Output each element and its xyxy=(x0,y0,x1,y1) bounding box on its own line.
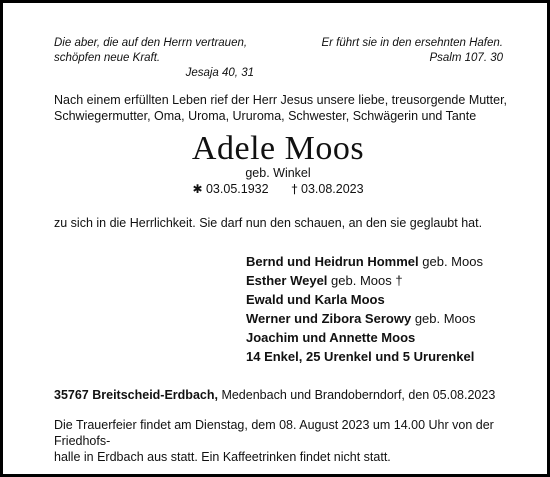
deceased-name: Adele Moos xyxy=(191,130,365,167)
mourner-entry xyxy=(246,290,536,309)
mourner-suffix: geb. Moos xyxy=(414,311,476,326)
mourner-names: Werner und Zibora Serowy xyxy=(246,311,412,326)
funeral-line-1: Die Trauerfeier findet am Dienstag, dem 08. August 2023 um 14.00 Uhr von der Friedhofs- xyxy=(54,418,494,448)
intro-line-1: Nach einem erfüllten Leben rief der Herr Jesus unsere liebe, treusorgende Mutter, xyxy=(54,93,508,107)
intro-text xyxy=(54,92,524,124)
verse-left-line-2: schöpfen neue Kraft. xyxy=(54,52,161,64)
maiden-name: geb. Winkel xyxy=(245,166,311,180)
death-cross-icon: † xyxy=(291,182,298,196)
intro-line-2: Schwiegermutter, Oma, Uroma, Ururoma, Schwester, Schwägerin und Tante xyxy=(54,109,477,123)
funeral-line-2: halle in Erdbach aus statt. Ein Kaffeetrinken findet nicht statt. xyxy=(54,450,391,464)
mourner-entry xyxy=(246,271,536,290)
mourner-suffix: geb. Moos xyxy=(422,254,483,269)
closing-sentence: zu sich in die Herrlichkeit. Sie darf nun den schauen, an den sie geglaubt hat. xyxy=(54,216,483,230)
mourner-entry xyxy=(246,347,536,366)
birth-star-icon: ✱ xyxy=(192,182,203,196)
mourner-suffix: geb. Moos † xyxy=(331,273,403,288)
mourner-names: Ewald und Karla Moos xyxy=(246,292,385,307)
verse-left-line-1: Die aber, die auf den Herrn vertrauen, xyxy=(54,37,248,49)
mourner-entry xyxy=(246,252,536,271)
bible-verse-right xyxy=(303,36,503,66)
place-rest: Medenbach und Brandoberndorf, den 05.08.2023 xyxy=(217,388,496,402)
verse-left-reference: Jesaja 40, 31 xyxy=(185,67,254,79)
place-location: 35767 Breitscheid-Erdbach, xyxy=(54,388,218,402)
verse-right-text: Er führt sie in den ersehnten Hafen. xyxy=(321,37,503,49)
mourner-names: Esther Weyel xyxy=(246,273,328,288)
mourners-list xyxy=(246,252,536,366)
bible-verse-left xyxy=(54,36,264,81)
birth-date: 03.05.1932 xyxy=(205,182,269,196)
life-dates xyxy=(3,181,550,197)
mourner-entry xyxy=(246,309,536,328)
death-date: 03.08.2023 xyxy=(301,182,364,196)
place-and-date xyxy=(54,387,534,403)
verse-right-reference: Psalm 107. 30 xyxy=(429,52,503,64)
mourner-names: Bernd und Heidrun Hommel xyxy=(246,254,419,269)
mourner-names: 14 Enkel, 25 Urenkel und 5 Ururenkel xyxy=(246,349,475,364)
mourner-entry xyxy=(246,328,536,347)
funeral-notice xyxy=(54,417,524,465)
mourner-names: Joachim und Annette Moos xyxy=(246,330,416,345)
